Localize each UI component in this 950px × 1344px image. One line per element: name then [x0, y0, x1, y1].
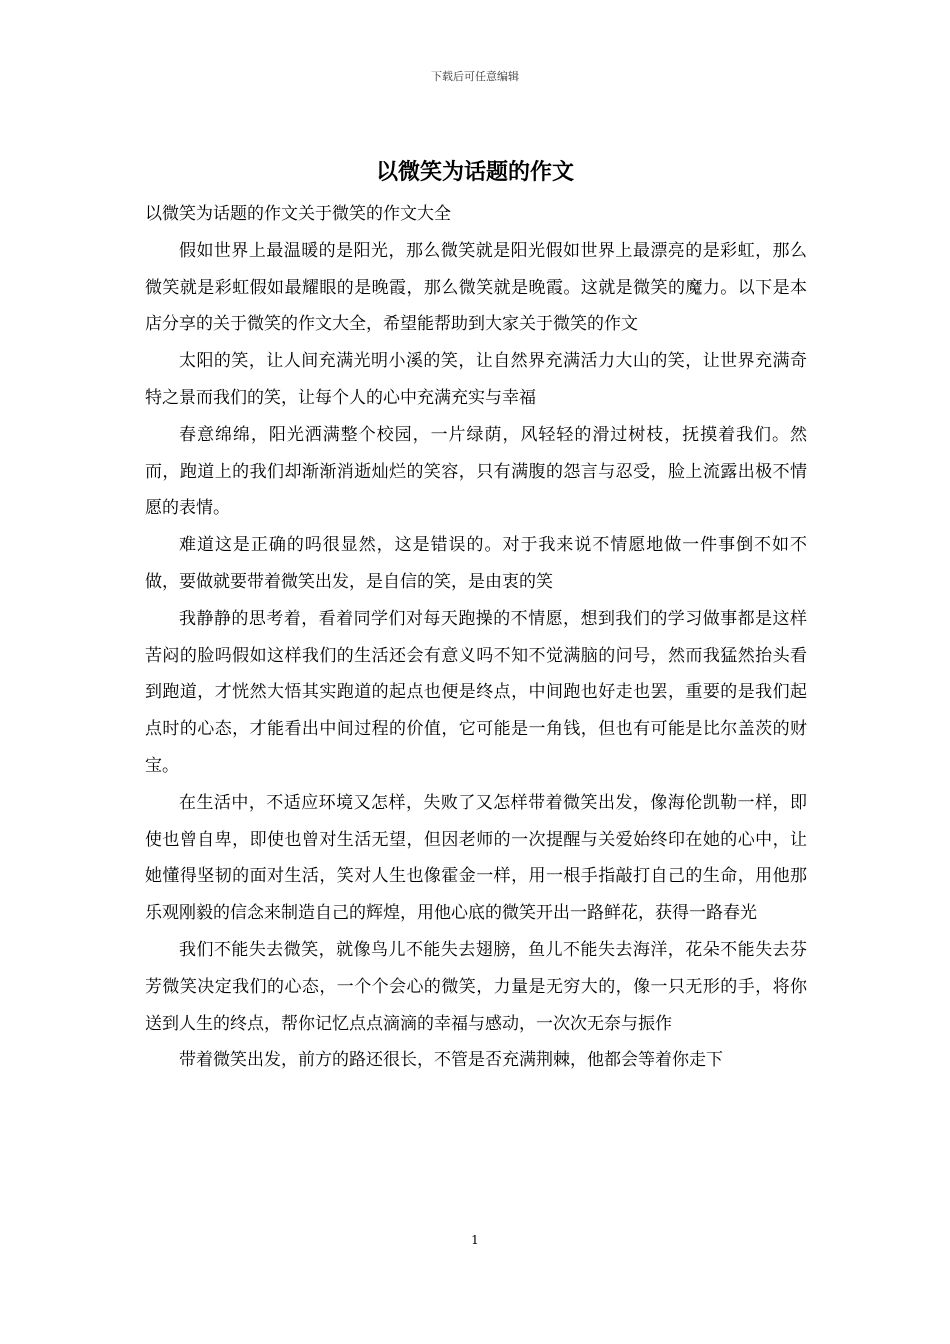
page-header: 下载后可任意编辑: [431, 70, 519, 83]
document-title: 以微笑为话题的作文: [375, 159, 574, 185]
paragraph-3: 春意绵绵，阳光洒满整个校园，一片绿荫，风轻轻的滑过树枝，抚摸着我们。然而，跑道上的我们却渐渐消逝灿烂的笑容，只有满腹的怨言与忍受，脸上流露出极不情愿的表情。: [145, 424, 807, 519]
paragraph-1: 假如世界上最温暖的是阳光，那么微笑就是阳光假如世界上最漂亮的是彩虹，那么微笑就是彩虹假如最耀眼的是晚霞，那么微笑就是晚霞。这就是微笑的魔力。以下是本店分享的关于微笑的作文大全，希望能帮助到大家关于微笑的作文: [145, 240, 807, 335]
document-body: [145, 196, 807, 1079]
paragraph-8: 带着微笑出发，前方的路还很长，不管是否充满荆棘，他都会等着你走下: [179, 1050, 723, 1071]
document-subtitle: 以微笑为话题的作文关于微笑的作文大全: [145, 204, 451, 224]
paragraph-6: 在生活中，不适应环境又怎样，失败了又怎样带着微笑出发，像海伦凯勒一样，即使也曾自卑，即使也曾对生活无望，但因老师的一次提醒与关爱始终印在她的心中，让她懂得坚韧的面对生活，笑对人生也像霍金一样，用一根手指敲打自己的生命，用他那乐观刚毅的信念来制造自己的辉煌，用他心底的微笑开出一路鲜花，获得一路春光: [145, 792, 807, 924]
paragraph-2: 太阳的笑，让人间充满光明小溪的笑，让自然界充满活力大山的笑，让世界充满奇特之景而我们的笑，让每个人的心中充满充实与幸福: [145, 351, 807, 408]
page-number: 1: [471, 1233, 479, 1247]
paragraph-7: 我们不能失去微笑，就像鸟儿不能失去翅膀，鱼儿不能失去海洋，花朵不能失去芬芳微笑决定我们的心态，一个个会心的微笑，力量是无穷大的，像一只无形的手，将你送到人生的终点，帮你记忆点点滴滴的幸福与感动，一次次无奈与振作: [145, 939, 807, 1034]
paragraph-5: 我静静的思考着，看着同学们对每天跑操的不情愿，想到我们的学习做事都是这样苦闷的脸吗假如这样我们的生活还会有意义吗不知不觉满脑的问号，然而我猛然抬头看到跑道，才恍然大悟其实跑道的起点也便是终点，中间跑也好走也罢，重要的是我们起点时的心态，才能看出中间过程的价值，它可能是一角钱，但也有可能是比尔盖茨的财宝。: [145, 608, 807, 776]
paragraph-4: 难道这是正确的吗很显然，这是错误的。对于我来说不情愿地做一件事倒不如不做，要做就要带着微笑出发，是自信的笑，是由衷的笑: [145, 535, 807, 592]
